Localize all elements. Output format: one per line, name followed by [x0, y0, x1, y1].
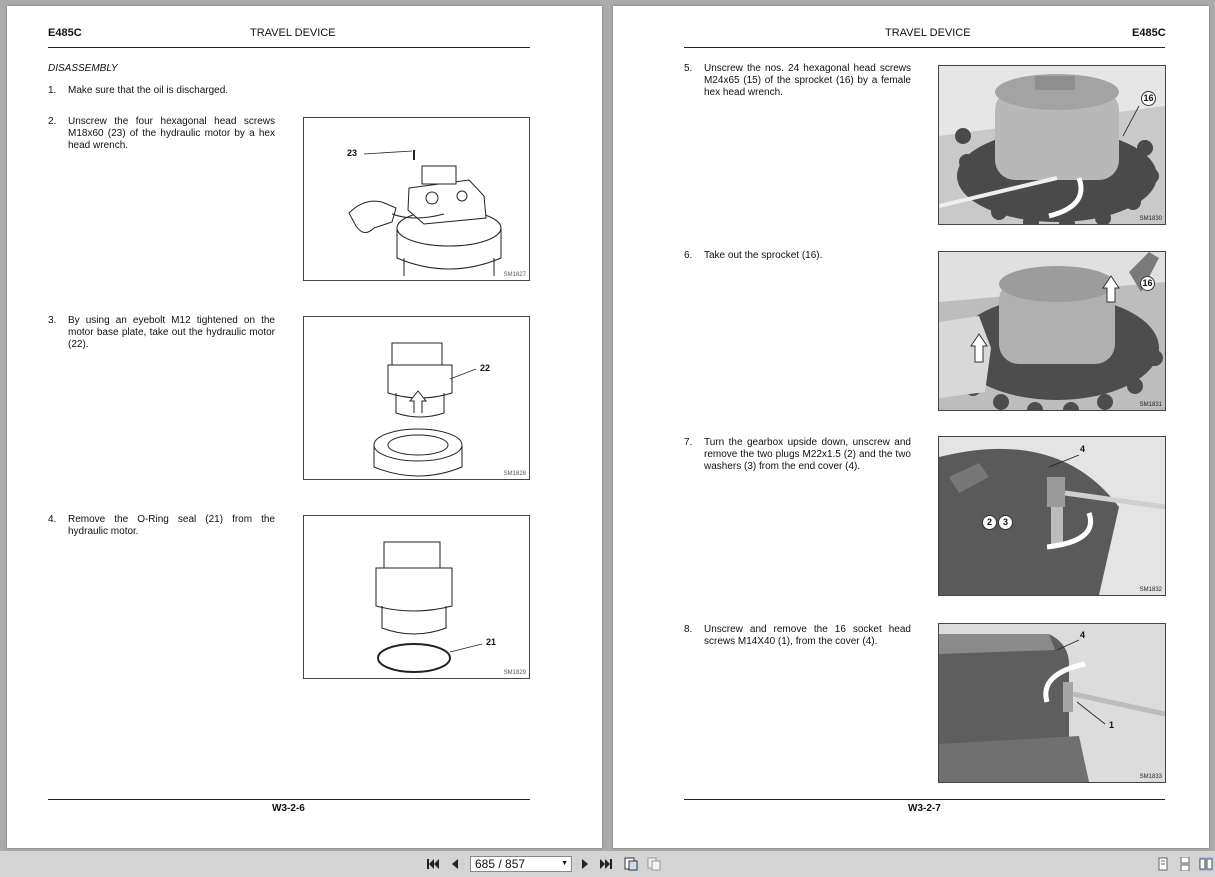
figure-code: SM1827 [503, 272, 526, 278]
step-number: 3. [48, 315, 57, 326]
page-number-input[interactable] [470, 856, 572, 872]
two-page-view-icon[interactable] [1199, 857, 1213, 871]
header-section: TRAVEL DEVICE [885, 27, 971, 39]
step-number: 4. [48, 514, 57, 525]
figure-sm1833 [938, 623, 1166, 783]
chevron-down-icon[interactable]: ▼ [561, 860, 568, 867]
callout-21: 21 [486, 637, 497, 647]
hydraulic-motor-screws-drawing [304, 118, 529, 280]
end-cover-plugs-photo [939, 437, 1165, 595]
figure-code: SM1829 [503, 670, 526, 676]
figure-sm1829 [303, 515, 530, 679]
continuous-view-icon[interactable] [1178, 857, 1192, 871]
figure-sm1827 [303, 117, 530, 281]
sprocket-screws-photo [939, 66, 1165, 224]
step-text: By using an eyebolt M12 tightened on the motor base plate, take out the hydraulic motor (22). [68, 315, 275, 350]
header-rule [684, 47, 1165, 48]
sprocket-removal-photo [939, 252, 1165, 410]
figure-sm1832 [938, 436, 1166, 596]
section-subtitle: DISASSEMBLY [48, 63, 118, 74]
copy-pages-icon[interactable] [647, 857, 661, 871]
page-number: W3-2-7 [908, 803, 941, 814]
right-page [613, 6, 1209, 848]
step-number: 6. [684, 250, 693, 261]
step-text: Unscrew the four hexagonal head screws M18x60 (23) of the hydraulic motor by a hex head wrench. [68, 116, 275, 151]
step-text: Remove the O-Ring seal (21) from the hydraulic motor. [68, 514, 275, 537]
page-indicator: 685 / 857 [475, 857, 526, 871]
step-number: 8. [684, 624, 693, 635]
step-number: 5. [684, 63, 693, 74]
footer-rule [48, 799, 530, 800]
header-model: E485C [1132, 27, 1166, 39]
step-text: Unscrew and remove the 16 socket head screws M14X40 (1), from the cover (4). [704, 624, 911, 647]
figure-code: SM1830 [1139, 216, 1162, 222]
step-text: Make sure that the oil is discharged. [68, 85, 229, 96]
o-ring-removal-drawing [304, 516, 529, 678]
figure-code: SM1831 [1139, 402, 1162, 408]
rotate-icon[interactable] [624, 857, 638, 871]
figure-code: SM1828 [503, 471, 526, 477]
step-text: Take out the sprocket (16). [704, 250, 823, 261]
header-section: TRAVEL DEVICE [250, 27, 336, 39]
next-page-icon[interactable] [578, 857, 592, 871]
figure-code: SM1832 [1139, 587, 1162, 593]
last-page-icon[interactable] [599, 857, 613, 871]
step-number: 1. [48, 85, 57, 96]
viewer-toolbar [0, 851, 1215, 877]
callout-16: 16 [1141, 91, 1156, 106]
prev-page-icon[interactable] [448, 857, 462, 871]
first-page-icon[interactable] [426, 857, 440, 871]
page-number: W3-2-6 [272, 803, 305, 814]
figure-sm1828 [303, 316, 530, 480]
hydraulic-motor-removal-drawing [304, 317, 529, 479]
single-page-view-icon[interactable] [1156, 857, 1170, 871]
header-rule [48, 47, 530, 48]
step-number: 7. [684, 437, 693, 448]
step-text: Unscrew the nos. 24 hexagonal head screws M24x65 (15) of the sprocket (16) by a female hex head wrench. [704, 63, 911, 98]
figure-sm1831 [938, 251, 1166, 411]
step-number: 2. [48, 116, 57, 127]
step-text: Turn the gearbox upside down, unscrew and remove the two plugs M22x1.5 (2) and the two washers (3) from the end cover (4). [704, 437, 911, 472]
cover-screws-photo [939, 624, 1165, 782]
callout-2: 2 [982, 515, 997, 530]
figure-sm1830 [938, 65, 1166, 225]
callout-23: 23 [347, 148, 358, 158]
left-page [7, 6, 602, 848]
callout-4: 4 [1080, 630, 1086, 640]
callout-3: 3 [998, 515, 1013, 530]
figure-code: SM1833 [1139, 774, 1162, 780]
callout-1: 1 [1109, 720, 1115, 730]
callout-4: 4 [1080, 444, 1086, 454]
footer-rule [684, 799, 1165, 800]
callout-22: 22 [480, 363, 491, 373]
header-model: E485C [48, 27, 82, 39]
callout-16: 16 [1140, 276, 1155, 291]
